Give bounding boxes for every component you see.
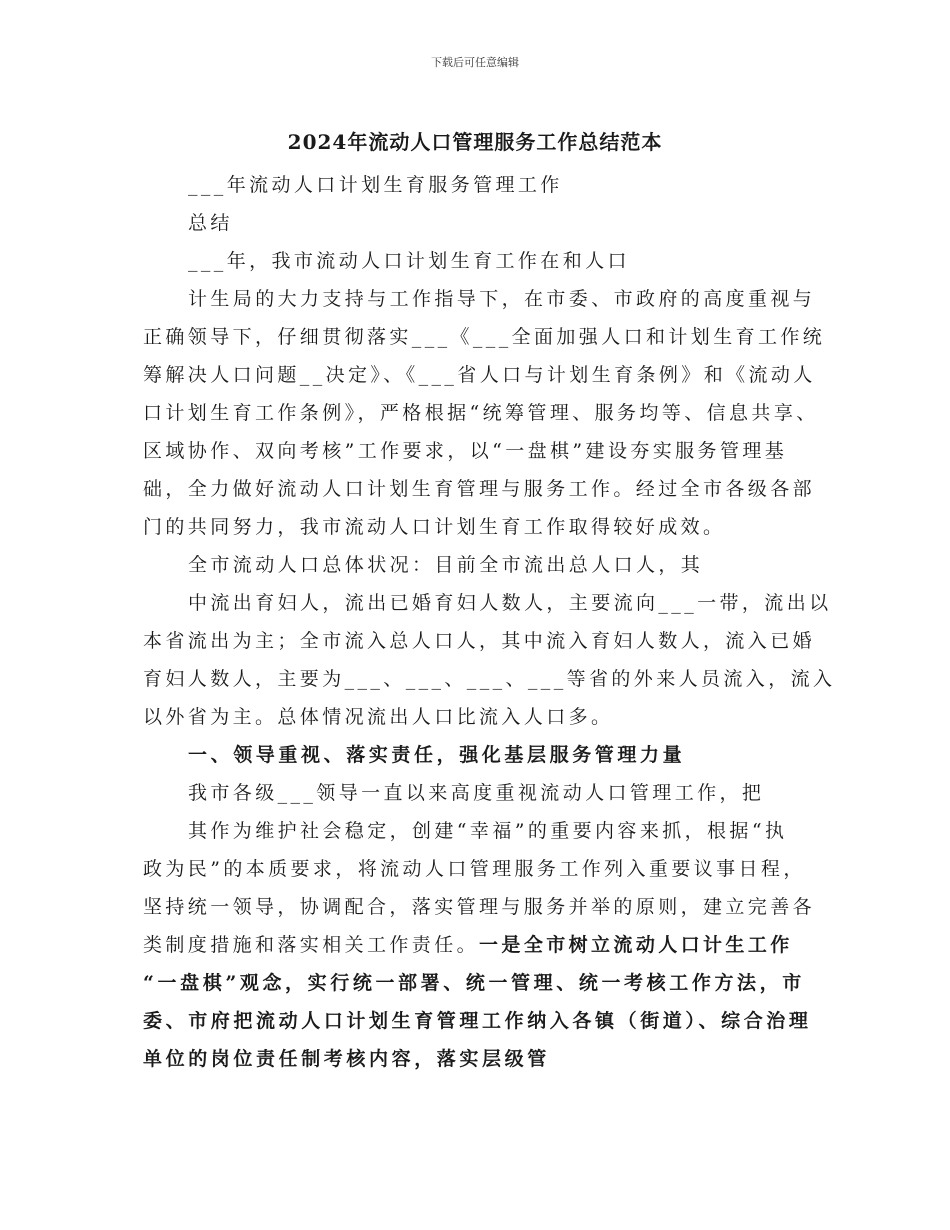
paragraph-line: 口计划生育工作条例》，严格根据“统筹管理、服务均等、信息共享、 [143, 402, 819, 424]
paragraph-line: 政为民”的本质要求，将流动人口管理服务工作列入重要议事日程， [143, 858, 806, 880]
paragraph-line: 坚持统一领导，协调配合，落实管理与服务并举的原则，建立完善各 [143, 896, 816, 918]
highlight-line: 委、市府把流动人口计划生育管理工作纳入各镇（街道）、综合治理 [143, 1010, 812, 1032]
section-heading: 一、领导重视、落实责任，强化基层服务管理力量 [188, 744, 686, 766]
paragraph-line: 计生局的大力支持与工作指导下，在市委、市政府的高度重视与 [188, 288, 816, 310]
document-title: 2024年流动人口管理服务工作总结范本 [287, 130, 663, 154]
paragraph-line: ___年，我市流动人口计划生育工作在和人口 [188, 250, 630, 272]
paragraph-line: 中流出育妇人，流出已婚育妇人数人，主要流向___一带，流出以 [188, 592, 832, 614]
paragraph-text: 类制度措施和落实相关工作责任。 [143, 934, 480, 956]
highlight-text: 一是全市树立流动人口计生工作 [479, 934, 793, 956]
paragraph-line: 育妇人数人，主要为___、___、___、___等省的外来人员流入，流入 [143, 668, 836, 690]
paragraph-line: 筹解决人口问题__决定》、《___省人口与计划生育条例》和《流动人 [143, 364, 816, 386]
highlight-line: “一盘棋”观念，实行统一部署、统一管理、统一考核工作方法，市 [143, 972, 805, 994]
paragraph-line: 全市流动人口总体状况：目前全市流出总人口人，其 [188, 554, 704, 576]
paragraph-line: 础，全力做好流动人口计划生育管理与服务工作。经过全市各级各部 [143, 478, 816, 500]
highlight-line: 单位的岗位责任制考核内容，落实层级管 [143, 1048, 550, 1070]
paragraph-line: 其作为维护社会稳定，创建“幸福”的重要内容来抓，根据“执 [188, 820, 788, 842]
paragraph-line [143, 936, 793, 955]
paragraph-line: 正确领导下，仔细贯彻落实___《___全面加强人口和计划生育工作统 [143, 326, 826, 348]
paragraph-line: 以外省为主。总体情况流出人口比流入人口多。 [143, 706, 614, 728]
paragraph-line: 门的共同努力，我市流动人口计划生育工作取得较好成效。 [143, 516, 726, 538]
paragraph-line: 区域协作、双向考核”工作要求，以“一盘棋”建设夯实服务管理基 [143, 440, 788, 462]
paragraph-line: 我市各级___领导一直以来高度重视流动人口管理工作，把 [188, 782, 765, 804]
paragraph-line: 本省流出为主；全市流入总人口人，其中流入育妇人数人，流入已婚 [143, 630, 816, 652]
paragraph-line: 总结 [188, 212, 233, 234]
paragraph-line: ___年流动人口计划生育服务管理工作 [188, 174, 563, 196]
header-note: 下载后可任意编辑 [431, 56, 519, 69]
